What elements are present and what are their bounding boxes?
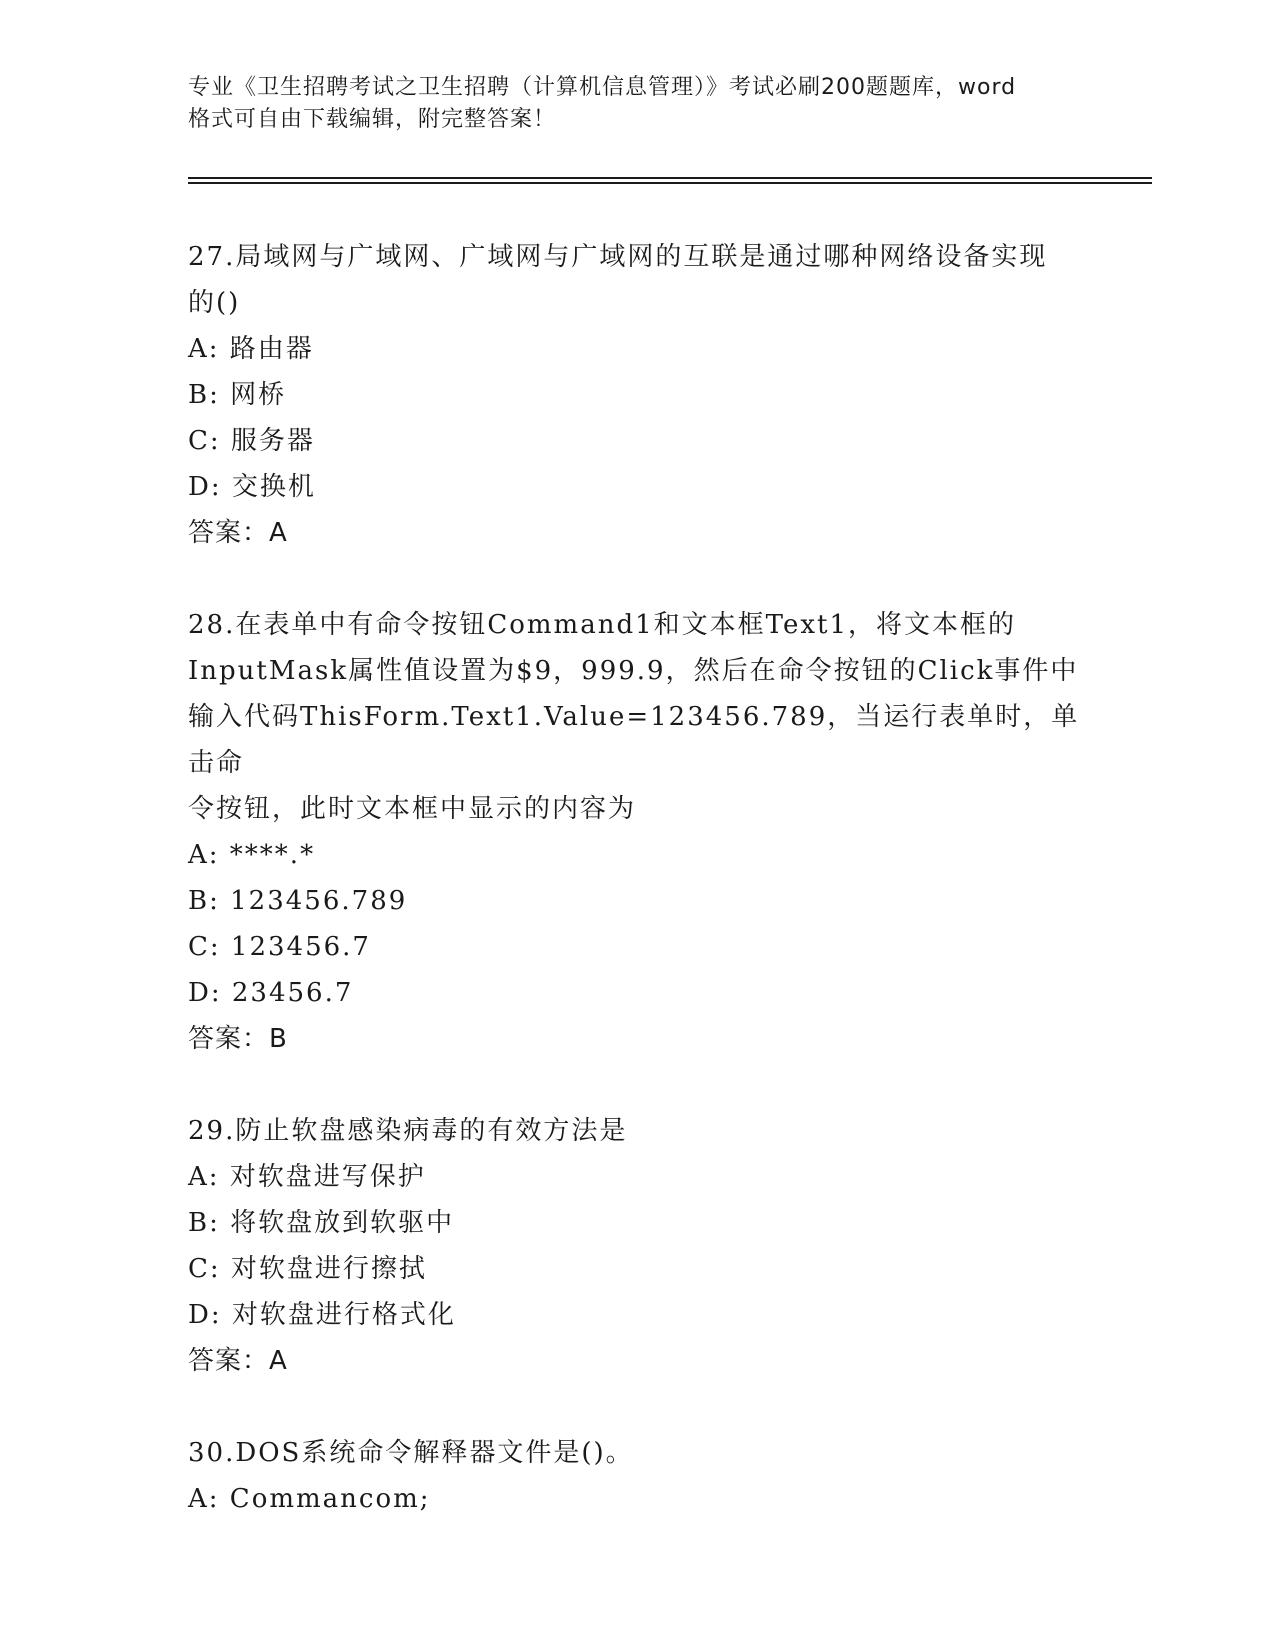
- header-line-2: 格式可自由下载编辑，附完整答案！: [188, 107, 557, 132]
- header-line-1: 专业《卫生招聘考试之卫生招聘（计算机信息管理）》考试必刷200题题库，word: [188, 75, 1017, 100]
- answer-line: 答案：A: [188, 518, 288, 548]
- question-stem-line: 27.局域网与广域网、广域网与广域网的互联是通过哪种网络设备实现: [188, 242, 1048, 272]
- question-29: [188, 1108, 1088, 1384]
- question-stem-line: 的(): [188, 288, 241, 318]
- option-a: A: 路由器: [188, 334, 314, 364]
- option-a: A: Commancom;: [188, 1484, 431, 1514]
- question-30: [188, 1430, 1088, 1522]
- question-stem-line: 令按钮，此时文本框中显示的内容为: [188, 794, 637, 824]
- option-b: B: 网桥: [188, 380, 287, 410]
- question-27: [188, 234, 1088, 556]
- option-d: D: 23456.7: [188, 978, 354, 1008]
- answer-line: 答案：B: [188, 1024, 288, 1054]
- option-a: A: ****.*: [188, 840, 316, 870]
- question-28: [188, 602, 1088, 1062]
- option-d: D: 对软盘进行格式化: [188, 1300, 456, 1330]
- question-stem-line: 28.在表单中有命令按钮Command1和文本框Text1，将文本框的: [188, 610, 1016, 640]
- document-header: [188, 72, 1088, 136]
- option-a: A: 对软盘进写保护: [188, 1162, 426, 1192]
- header-divider-top: [188, 177, 1152, 179]
- answer-line: 答案：A: [188, 1346, 288, 1376]
- question-list: [188, 234, 1088, 1568]
- option-b: B: 将软盘放到软驱中: [188, 1208, 455, 1238]
- header-divider-bottom: [188, 182, 1152, 184]
- option-d: D: 交换机: [188, 472, 316, 502]
- option-c: C: 对软盘进行擦拭: [188, 1254, 427, 1284]
- option-b: B: 123456.789: [188, 886, 408, 916]
- question-stem-line: 30.DOS系统命令解释器文件是()。: [188, 1438, 634, 1468]
- question-stem-line: 29.防止软盘感染病毒的有效方法是: [188, 1116, 628, 1146]
- option-c: C: 服务器: [188, 426, 315, 456]
- question-stem-line: InputMask属性值设置为$9，999.9，然后在命令按钮的Click事件中: [188, 656, 1079, 686]
- option-c: C: 123456.7: [188, 932, 371, 962]
- question-stem-line: 输入代码ThisForm.Text1.Value=123456.789，当运行表单时，单击命: [188, 702, 1080, 778]
